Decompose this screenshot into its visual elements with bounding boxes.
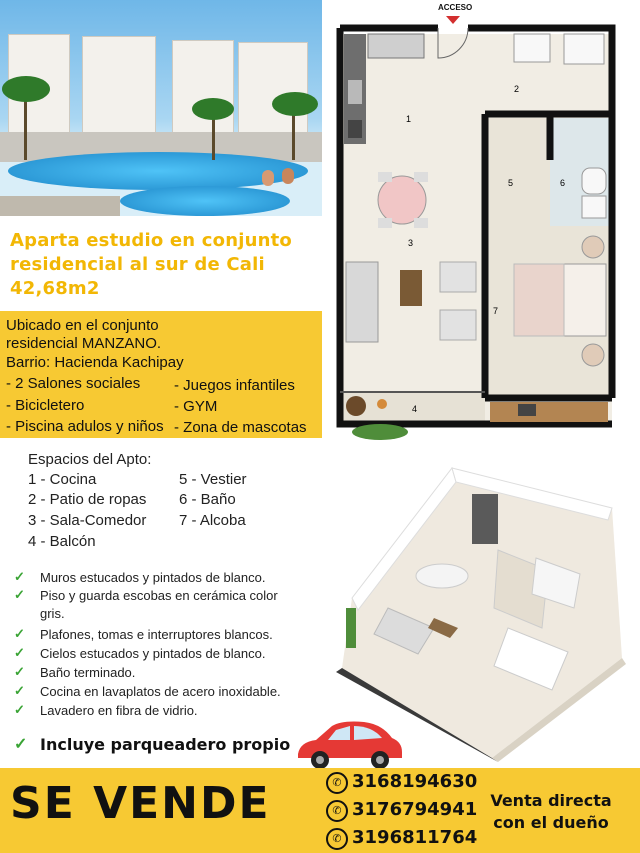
- check-icon: ✓: [14, 587, 25, 602]
- title-line-1: Aparta estudio en conjunto: [10, 230, 292, 251]
- floor-plan-drawing: [328, 0, 640, 445]
- feature-item: Plafones, tomas e interruptores blancos.: [40, 627, 273, 642]
- venta-line-1: Venta directa: [490, 791, 612, 810]
- check-icon: ✓: [14, 569, 25, 584]
- space-item: 4 - Balcón: [28, 533, 96, 550]
- check-icon: ✓: [14, 683, 25, 698]
- location-line-1: Ubicado en el conjunto: [6, 317, 159, 334]
- feature-item: Piso y guarda escobas en cerámica color: [40, 588, 278, 603]
- amenity-item: - Zona de mascotas: [174, 419, 307, 436]
- location-line-2: residencial MANZANO.: [6, 335, 162, 352]
- spaces-heading: Espacios del Apto:: [28, 451, 152, 468]
- amenity-item: - 2 Salones sociales: [6, 375, 141, 392]
- room-number: 6: [560, 178, 566, 188]
- title-block: [0, 216, 322, 310]
- feature-item: gris.: [40, 606, 65, 621]
- room-number: 5: [508, 178, 514, 188]
- barrio-line: Barrio: Hacienda Kachipay: [6, 354, 184, 371]
- space-item: 2 - Patio de ropas: [28, 491, 147, 508]
- title-line-2: residencial al sur de Cali: [10, 254, 265, 275]
- amenity-item: - GYM: [174, 398, 218, 415]
- phone-number[interactable]: [326, 799, 477, 822]
- space-item: 7 - Alcoba: [179, 512, 246, 529]
- space-item: 6 - Baño: [179, 491, 236, 508]
- check-icon: ✓: [14, 736, 28, 753]
- room-number: 3: [408, 238, 414, 248]
- title-area: 42,68m2: [10, 278, 100, 299]
- feature-item: Muros estucados y pintados de blanco.: [40, 570, 266, 585]
- check-icon: ✓: [14, 702, 25, 717]
- se-vende-heading: SE VENDE: [10, 778, 271, 829]
- venta-line-2: con el dueño: [493, 813, 609, 832]
- phone-value: 3196811764: [352, 827, 478, 848]
- check-icon: ✓: [14, 664, 25, 679]
- phone-number[interactable]: [326, 827, 477, 850]
- feature-item: Lavadero en fibra de vidrio.: [40, 703, 198, 718]
- floor-plan: [328, 0, 640, 445]
- building-pool-photo: [0, 0, 322, 216]
- amenity-item: - Juegos infantiles: [174, 377, 295, 394]
- amenity-item: - Piscina adulos y niños: [6, 418, 164, 435]
- room-number: 7: [493, 306, 499, 316]
- phone-icon: ✆: [326, 828, 348, 850]
- amenity-item: - Bicicletero: [6, 397, 85, 414]
- feature-item: Cielos estucados y pintados de blanco.: [40, 646, 266, 661]
- phone-icon: ✆: [326, 772, 348, 794]
- room-number: 2: [514, 84, 520, 94]
- room-number: 1: [406, 114, 412, 124]
- feature-item: Baño terminado.: [40, 665, 136, 680]
- phone-number[interactable]: [326, 771, 477, 794]
- phone-value: 3168194630: [352, 771, 478, 792]
- feature-item: Cocina en lavaplatos de acero inoxidable.: [40, 684, 281, 699]
- phone-icon: ✆: [326, 800, 348, 822]
- check-icon: ✓: [14, 626, 25, 641]
- room-number: 4: [412, 404, 418, 414]
- check-icon: ✓: [14, 645, 25, 660]
- apartment-3d-render: [322, 458, 640, 762]
- location-info-box: [0, 311, 322, 438]
- parking-note: Incluye parqueadero propio: [40, 735, 291, 754]
- space-item: 1 - Cocina: [28, 471, 97, 488]
- space-item: 5 - Vestier: [179, 471, 247, 488]
- space-item: 3 - Sala-Comedor: [28, 512, 147, 529]
- phone-value: 3176794941: [352, 799, 478, 820]
- access-label: ACCESO: [438, 3, 473, 12]
